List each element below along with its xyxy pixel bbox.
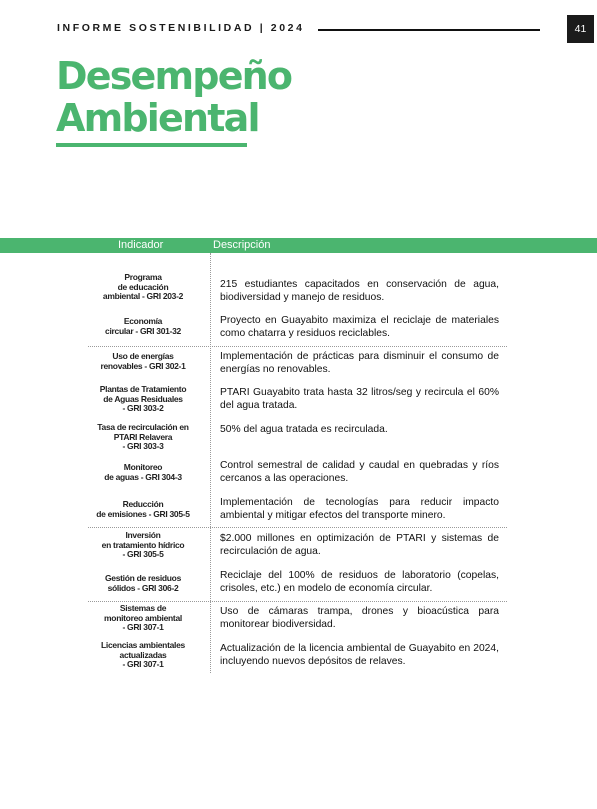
title-underline (56, 143, 247, 147)
column-header-description: Descripción (213, 239, 271, 251)
indicator-cell: Licencias ambientales actualizadas - GRI 307-1 (101, 640, 185, 669)
description-cell: Implementación de prácticas para disminuir el consumo de energías no renovables. (220, 351, 499, 375)
indicator-cell: Tasa de recirculación en PTARI Relavera - GRI 303-3 (97, 422, 189, 451)
indicator-cell: Uso de energías renovables - GRI 302-1 (100, 351, 186, 371)
indicator-cell: Reducción de emisiones - GRI 305-5 (96, 499, 190, 519)
column-header-indicator: Indicador (118, 239, 164, 251)
row-separator (88, 601, 507, 602)
description-cell: 215 estudiantes capacitados en conservación de agua, biodiversidad y manejo de residuos. (220, 279, 499, 303)
page-title-line-1: Desempeño (56, 54, 292, 98)
table-header (0, 238, 597, 253)
description-cell: Implementación de tecnologías para reducir impacto ambiental y mitigar efectos del transporte minero. (220, 497, 499, 521)
indicator-cell: Inversión en tratamiento hídrico - GRI 305-5 (101, 530, 185, 559)
report-header-title: INFORME SOSTENIBILIDAD | 2024 (57, 22, 305, 34)
description-cell: 50% del agua tratada es recirculada. (220, 424, 388, 435)
description-cell: Proyecto en Guayabito maximiza el reciclaje de materiales como chatarra y residuos reciclables. (220, 315, 499, 339)
indicator-cell: Monitoreo de aguas - GRI 304-3 (104, 462, 182, 482)
indicator-cell: Programa de educación ambiental - GRI 203-2 (102, 272, 184, 301)
row-separator (88, 346, 507, 347)
description-cell: Reciclaje del 100% de residuos de laboratorio (copelas, crisoles, etc.) en modelo de economía circular. (220, 570, 499, 594)
description-cell: Actualización de la licencia ambiental de Guayabito en 2024, incluyendo nuevos depósitos de relaves. (220, 643, 499, 667)
header-rule (318, 29, 540, 31)
indicator-cell: Plantas de Tratamiento de Aguas Residuales - GRI 303-2 (99, 384, 187, 413)
indicator-cell: Gestión de residuos sólidos - GRI 306-2 (104, 573, 181, 593)
indicator-cell: Economía circular - GRI 301-32 (105, 316, 181, 336)
page-title-line-2: Ambiental (56, 96, 259, 140)
page-number: 41 (567, 15, 594, 43)
description-cell: Control semestral de calidad y caudal en quebradas y ríos cercanos a las operaciones. (220, 460, 499, 484)
description-cell: PTARI Guayabito trata hasta 32 litros/seg y recircula el 60% del agua tratada. (220, 387, 499, 411)
page-title (56, 55, 291, 139)
column-divider (210, 253, 211, 673)
row-separator (88, 527, 507, 528)
description-cell: Uso de cámaras trampa, drones y bioacústica para monitorear biodiversidad. (220, 606, 499, 630)
description-cell: $2.000 millones en optimización de PTARI y sistemas de recirculación de agua. (220, 533, 499, 557)
indicator-cell: Sistemas de monitoreo ambiental - GRI 307-1 (104, 603, 182, 632)
